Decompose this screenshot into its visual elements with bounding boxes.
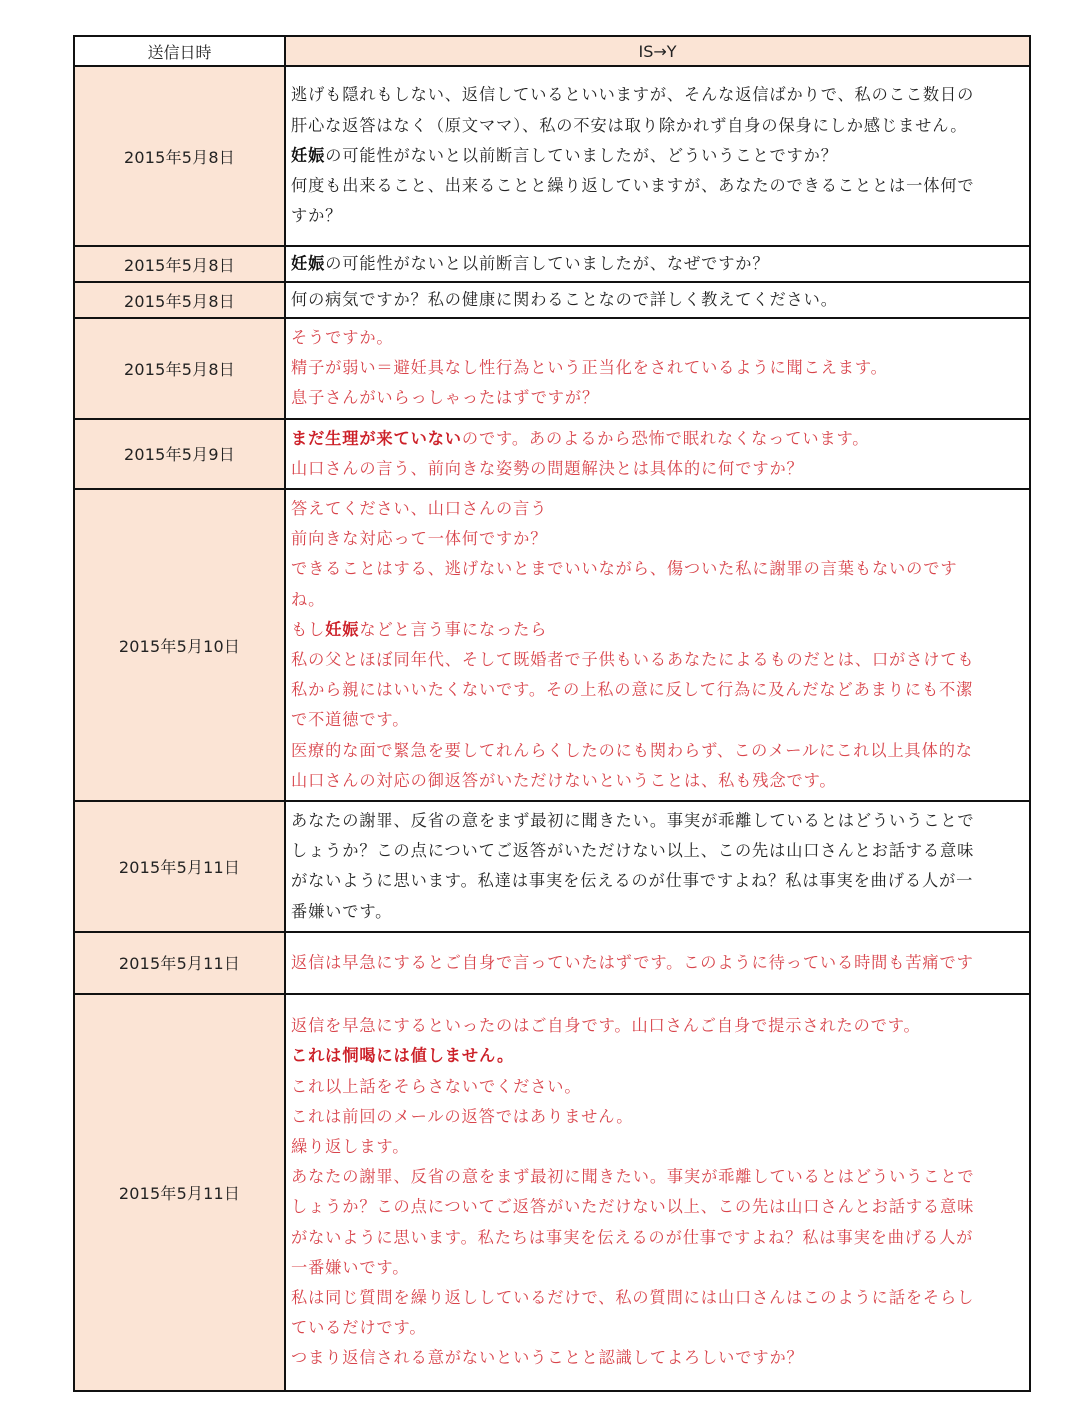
table-row	[74, 994, 1030, 1391]
emphasis-text: 妊娠	[325, 619, 360, 639]
emphasis-text: 妊娠	[291, 145, 326, 165]
date-cell: 2015年5月11日	[74, 932, 285, 994]
message-line: ているだけです。	[291, 1318, 427, 1338]
message-cell	[285, 801, 1030, 932]
message-line: あなたの謝罪、反省の意をまず最初に聞きたい。事実が乖離しているとはどういうことで	[291, 1167, 975, 1187]
date-cell: 2015年5月11日	[74, 801, 285, 932]
header-message: IS→Y	[285, 36, 1030, 66]
date-cell: 2015年5月10日	[74, 489, 285, 801]
message-line: 何の病気ですか？私の健康に関わることなので詳しく教えてください。	[291, 290, 838, 309]
message-line: がないように思います。私達は事実を伝えるのが仕事ですよね？私は事実を曲げる人が一	[291, 871, 974, 891]
message-text: もし	[291, 619, 326, 639]
date-cell: 2015年5月9日	[74, 419, 285, 489]
message-line	[291, 615, 1023, 645]
message-line: 逃げも隠れもしない、返信しているといいますが、そんな返信ばかりで、私のここ数日の	[291, 85, 975, 105]
message-line: 私の父とほぼ同年代、そして既婚者で子供もいるあなたによるものだとは、口がさけても	[291, 650, 975, 670]
message-line: 山口さんの言う、前向きな姿勢の問題解決とは具体的に何ですか？	[291, 458, 804, 478]
message-cell	[285, 489, 1030, 801]
date-cell: 2015年5月8日	[74, 318, 285, 419]
message-log-table	[73, 35, 1031, 1392]
message-line: 答えてください、山口さんの言う	[291, 499, 548, 519]
message-line: 前向きな対応って一体何ですか？	[291, 529, 548, 549]
message-cell	[285, 994, 1030, 1391]
emphasis-text: これは恫喝には値しません。	[291, 1046, 515, 1066]
message-line: つまり返信される意がないということと認識してよろしいですか？	[291, 1348, 804, 1368]
table-row	[74, 801, 1030, 932]
message-line: がないように思います。私たちは事実を伝えるのが仕事ですよね？私は事実を曲げる人が	[291, 1227, 974, 1247]
message-line: 一番嫌いです。	[291, 1257, 410, 1277]
message-line: 番嫌いです。	[291, 901, 393, 921]
message-cell	[285, 932, 1030, 994]
header-date: 送信日時	[74, 36, 285, 66]
message-cell	[285, 419, 1030, 489]
message-line: できることはする、逃げないとまでいいながら、傷ついた私に謝罪の言葉もないのです	[291, 559, 958, 579]
date-cell: 2015年5月11日	[74, 994, 285, 1391]
message-line: 返信は早急にするとご自身で言っていたはずです。このように待っている時間も苦痛です	[291, 952, 974, 972]
table-row	[74, 419, 1030, 489]
message-line	[291, 1041, 1023, 1071]
table-row	[74, 489, 1030, 801]
message-line: 何度も出来ること、出来ることと繰り返していますが、あなたのできることとは一体何で	[291, 176, 975, 196]
message-line: そうですか。	[291, 328, 394, 347]
message-text: の可能性がないと以前断言していましたが、なぜですか？	[325, 254, 770, 273]
message-line: すか？	[291, 206, 343, 226]
message-line: これ以上話をそらさないでください。	[291, 1076, 582, 1096]
table-row	[74, 932, 1030, 994]
date-cell: 2015年5月8日	[74, 66, 285, 246]
message-text: などと言う事になったら	[359, 619, 548, 639]
emphasis-text: まだ生理が来ていない	[291, 428, 462, 448]
message-line: 繰り返します。	[291, 1136, 410, 1156]
message-line: 返信を早急にするといったのはご自身です。山口さんご自身で提示されたのです。	[291, 1016, 921, 1036]
message-line	[291, 141, 1023, 171]
message-line: しょうか？この点についてご返答がいただけない以上、この先は山口さんとお話する意味	[291, 1197, 975, 1217]
table-row	[74, 66, 1030, 246]
message-text: の可能性がないと以前断言していましたが、どういうことですか？	[325, 145, 838, 165]
message-cell	[285, 318, 1030, 419]
table-row	[74, 282, 1030, 318]
message-cell	[285, 66, 1030, 246]
emphasis-text: 妊娠	[291, 254, 326, 273]
message-line: 私から親にはいいたくないです。その上私の意に反して行為に及んだなどあまりにも不潔	[291, 680, 974, 700]
message-line: あなたの謝罪、反省の意をまず最初に聞きたい。事実が乖離しているとはどういうことで	[291, 811, 975, 831]
date-cell: 2015年5月8日	[74, 246, 285, 282]
message-line: 医療的な面で緊急を要してれんらくしたのにも関わらず、このメールにこれ以上具体的な	[291, 740, 973, 760]
message-line: これは前回のメールの返答ではありません。	[291, 1106, 634, 1126]
message-line: 肝心な返答はなく（原文ママ）、私の不安は取り除かれず自身の保身にしか感じません。	[291, 115, 968, 135]
header-row	[74, 36, 1030, 66]
message-line: 精子が弱い＝避妊具なし性行為という正当化をされているように聞こえます。	[291, 358, 888, 378]
table-row	[74, 318, 1030, 419]
message-cell	[285, 282, 1030, 318]
message-line: ね。	[291, 589, 326, 609]
message-text: のです。あのよるから恐怖で眠れなくなっています。	[461, 428, 870, 448]
message-line	[291, 251, 1023, 277]
message-line: で不道徳です。	[291, 710, 410, 730]
message-cell	[285, 246, 1030, 282]
message-line: 息子さんがいらっしゃったはずですが？	[291, 388, 600, 408]
table-row	[74, 246, 1030, 282]
message-line: 私は同じ質問を繰り返ししているだけで、私の質問には山口さんはこのように話をそらし	[291, 1287, 975, 1307]
message-line: 山口さんの対応の御返答がいただけないということは、私も残念です。	[291, 770, 837, 790]
message-line	[291, 424, 1023, 454]
date-cell: 2015年5月8日	[74, 282, 285, 318]
message-line: しょうか？この点についてご返答がいただけない以上、この先は山口さんとお話する意味	[291, 841, 975, 861]
